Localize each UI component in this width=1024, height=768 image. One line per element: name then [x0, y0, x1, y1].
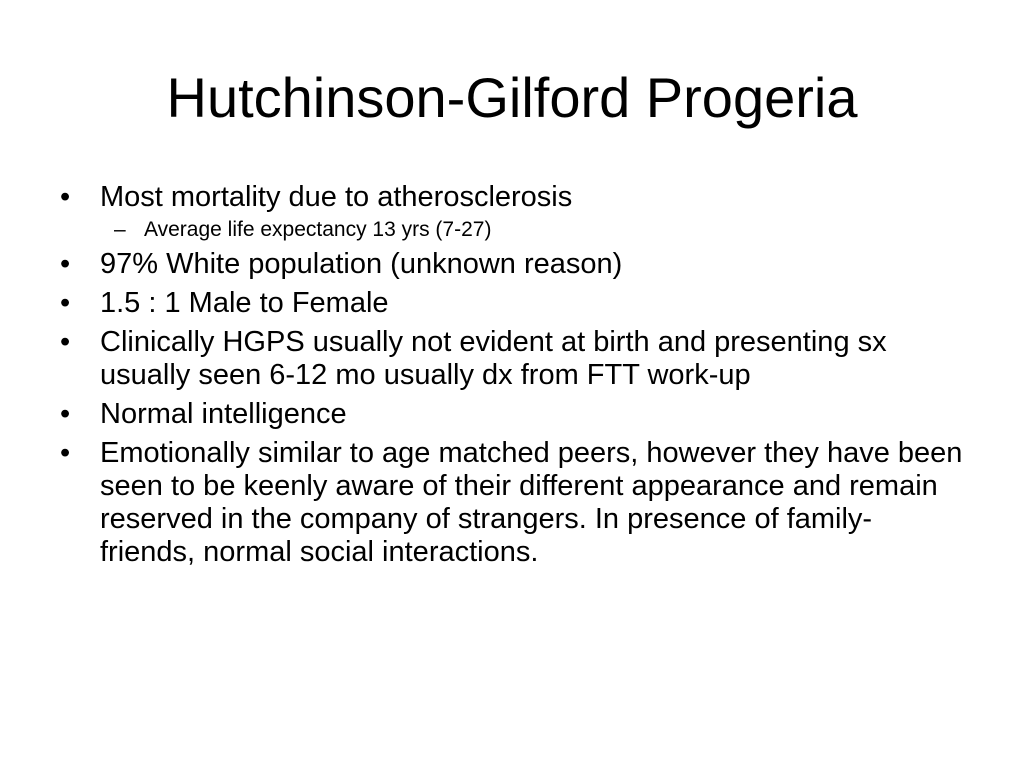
- dash-icon: –: [114, 218, 126, 241]
- bullet-icon: •: [60, 437, 71, 469]
- bullet-icon: •: [60, 398, 71, 430]
- bullet-text: Most mortality due to atherosclerosis: [100, 181, 573, 213]
- bullet-text: Emotionally similar to age matched peers, however they have been seen to be keenly aware of their different appearance and remain reserved in the company of strangers. In presence of family-friends, normal social interactions.: [100, 437, 963, 568]
- bullet-item: [56, 287, 966, 320]
- bullet-icon: •: [60, 181, 71, 213]
- bullet-item: [56, 437, 966, 569]
- bullet-icon: •: [60, 326, 71, 358]
- bullet-item: [56, 326, 966, 392]
- bullet-text: Normal intelligence: [100, 398, 347, 430]
- slide-title: Hutchinson-Gilford Progeria: [166, 66, 858, 129]
- bullet-item: [56, 398, 966, 431]
- bullet-list: [56, 181, 966, 575]
- bullet-item: [56, 181, 966, 214]
- bullet-text: 1.5 : 1 Male to Female: [100, 287, 389, 319]
- bullet-icon: •: [60, 248, 71, 280]
- bullet-icon: •: [60, 287, 71, 319]
- bullet-text: 97% White population (unknown reason): [100, 248, 623, 280]
- bullet-item: [56, 248, 966, 281]
- sub-bullet-text: Average life expectancy 13 yrs (7-27): [144, 218, 492, 241]
- bullet-text: Clinically HGPS usually not evident at birth and presenting sx usually seen 6-12 mo usually dx from FTT work-up: [100, 326, 887, 391]
- sub-bullet-item: [56, 216, 966, 243]
